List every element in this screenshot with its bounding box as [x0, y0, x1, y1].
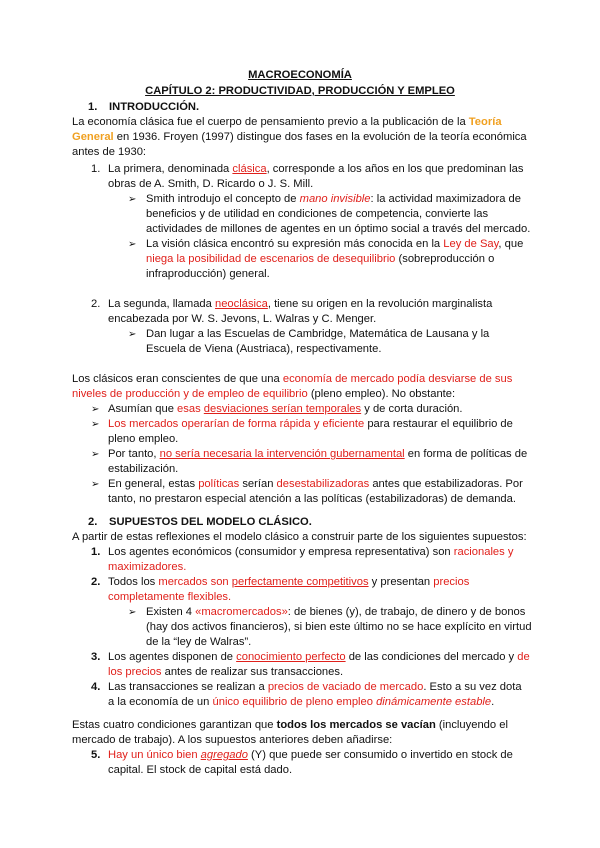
bullet-line: tanto, no prestaron especial atención a las políticas (estabilizadoras) de demanda.: [108, 493, 516, 505]
paragraph-line: niveles de producción y de empleo de equilibrio (pleno empleo). No obstante:: [72, 388, 456, 400]
list-item-line: Las transacciones se realizan a precios de vaciado de mercado. Esto a su vez dota: [108, 681, 522, 693]
bullet-line: estabilización.: [108, 463, 179, 475]
bullet-line: Existen 4 «macromercados»: de bienes (y), de trabajo, de dinero y de bonos: [146, 606, 526, 618]
list-number: 1.: [91, 546, 101, 558]
list-number: 2.: [91, 576, 101, 588]
list-item-line: Todos los mercados son perfectamente competitivos y presentan precios: [108, 576, 470, 588]
list-item-line: completamente flexibles.: [108, 591, 232, 603]
list-number: 5.: [91, 749, 101, 761]
list-item-line: Los agentes económicos (consumidor y empresa representativa) son racionales y: [108, 546, 514, 558]
list-number: 3.: [91, 651, 101, 663]
section-2-heading: SUPUESTOS DEL MODELO CLÁSICO.: [109, 516, 312, 528]
list-item-line: Hay un único bien agregado (Y) que puede ser consumido o invertido en stock de: [108, 749, 513, 761]
list-item-line: obras de A. Smith, D. Ricardo o J. S. Mill.: [108, 178, 314, 190]
arrow-bullet-icon: ➢: [91, 449, 100, 460]
bullet-line: Escuela de Viena (Austriaca), respectivamente.: [146, 343, 382, 355]
bullet-line: actividades de millones de agentes en un óptimo social a través del mercado.: [146, 223, 531, 235]
arrow-bullet-icon: ➢: [91, 419, 100, 430]
list-item-line: encabezada por W. S. Jevons, L. Walras y C. Menger.: [108, 313, 377, 325]
paragraph-line: antes de 1930:: [72, 146, 147, 158]
paragraph-line: Estas cuatro condiciones garantizan que todos los mercados se vacían (incluyendo el: [72, 719, 508, 731]
list-number: 4.: [91, 681, 101, 693]
chapter-title: CAPÍTULO 2: PRODUCTIVIDAD, PRODUCCIÓN Y EMPLEO: [145, 85, 455, 97]
bullet-line: En general, estas políticas serían desestabilizadoras antes que estabilizadoras. Por: [108, 478, 523, 490]
section-1-heading: INTRODUCCIÓN.: [109, 101, 200, 113]
arrow-bullet-icon: ➢: [128, 607, 137, 618]
arrow-bullet-icon: ➢: [128, 239, 137, 250]
list-item-line: los precios antes de realizar sus transacciones.: [108, 666, 344, 678]
list-item-line: La segunda, llamada neoclásica, tiene su origen en la revolución marginalista: [108, 298, 493, 310]
list-item-line: La primera, denominada clásica, corresponde a los años en los que predominan las: [108, 163, 524, 175]
arrow-bullet-icon: ➢: [128, 329, 137, 340]
list-item-line: a la economía de un único equilibrio de pleno empleo dinámicamente estable.: [108, 696, 495, 708]
paragraph-line: mercado de trabajo). A los supuestos anteriores deben añadirse:: [72, 734, 393, 746]
list-item-line: Los agentes disponen de conocimiento perfecto de las condiciones del mercado y de: [108, 651, 530, 663]
arrow-bullet-icon: ➢: [91, 479, 100, 490]
bullet-line: Smith introdujo el concepto de mano invisible: la actividad maximizadora de: [146, 193, 521, 205]
paragraph-line: A partir de estas reflexiones el modelo clásico a construir parte de los siguientes supuestos:: [72, 531, 527, 543]
bullet-line: Por tanto, no sería necesaria la intervención gubernamental en forma de políticas de: [108, 448, 528, 460]
paragraph-line: La economía clásica fue el cuerpo de pensamiento previo a la publicación de la Teoría: [72, 116, 502, 128]
paragraph-line: General en 1936. Froyen (1997) distingue dos fases en la evolución de la teoría económica: [72, 131, 527, 143]
bullet-line: beneficios y de utilidad en condiciones de competencia, convierte las: [146, 208, 489, 220]
bullet-line: niega la posibilidad de escenarios de desequilibrio (sobreproducción o: [146, 253, 495, 265]
list-item-line: maximizadores.: [108, 561, 187, 573]
list-number: 1.: [91, 163, 101, 175]
paragraph-line: Los clásicos eran conscientes de que una economía de mercado podía desviarse de sus: [72, 373, 513, 385]
bullet-line: Los mercados operarían de forma rápida y eficiente para restaurar el equilibrio de: [108, 418, 513, 430]
section-1-number: 1.: [88, 101, 98, 113]
list-number: 2.: [91, 298, 101, 310]
bullet-line: pleno empleo.: [108, 433, 179, 445]
list-item-line: capital. El stock de capital está dado.: [108, 764, 293, 776]
bullet-line: de la “ley de Walras”.: [146, 636, 252, 648]
arrow-bullet-icon: ➢: [128, 194, 137, 205]
bullet-line: La visión clásica encontró su expresión más conocida en la Ley de Say, que: [146, 238, 524, 250]
bullet-line: Dan lugar a las Escuelas de Cambridge, Matemática de Lausana y la: [146, 328, 490, 340]
section-2-number: 2.: [88, 516, 98, 528]
arrow-bullet-icon: ➢: [91, 404, 100, 415]
document-title: MACROECONOMÍA: [248, 69, 352, 81]
bullet-line: infraproducción) general.: [146, 268, 270, 280]
bullet-line: Asumían que esas desviaciones serían temporales y de corta duración.: [108, 403, 463, 415]
bullet-line: (hay dos activos financieros), si bien este último no se hace explícito en virtud: [146, 621, 532, 633]
